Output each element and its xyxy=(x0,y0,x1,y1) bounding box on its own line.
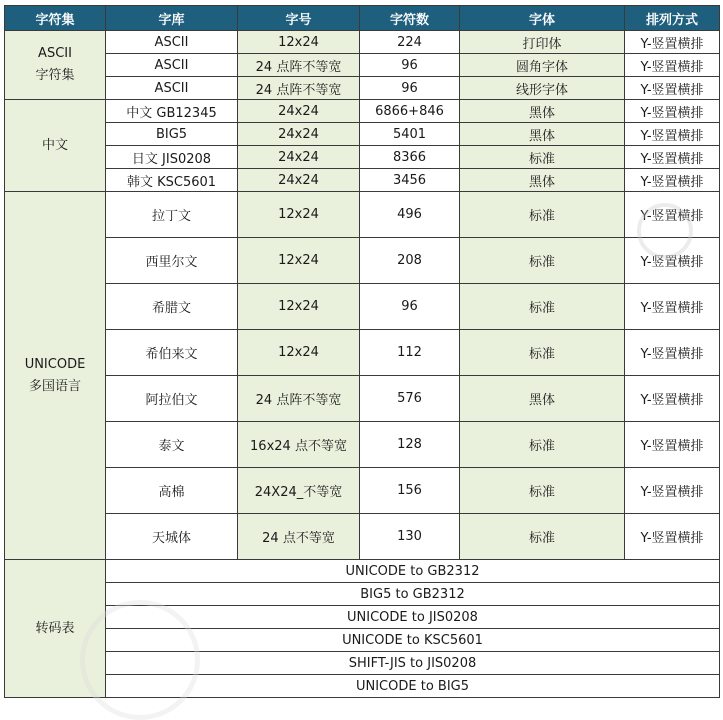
library-cell: BIG5 xyxy=(106,123,238,146)
library-cell: ASCII xyxy=(106,54,238,77)
table-row xyxy=(5,560,720,583)
size-cell: 24x24 xyxy=(238,169,360,192)
font-cell: 标准 xyxy=(460,238,625,284)
table-row xyxy=(5,606,720,629)
font-cell: 黑体 xyxy=(460,123,625,146)
table-row xyxy=(5,192,720,238)
library-cell: ASCII xyxy=(106,77,238,100)
layout-cell: Y-竖置横排 xyxy=(625,192,720,238)
layout-cell: Y-竖置横排 xyxy=(625,422,720,468)
size-cell: 24X24_不等宽 xyxy=(238,468,360,514)
font-cell: 黑体 xyxy=(460,376,625,422)
font-cell: 标准 xyxy=(460,422,625,468)
count-cell: 208 xyxy=(360,238,460,284)
count-cell: 156 xyxy=(360,468,460,514)
layout-cell: Y-竖置横排 xyxy=(625,238,720,284)
font-cell: 标准 xyxy=(460,330,625,376)
library-cell: 天城体 xyxy=(106,514,238,560)
size-cell: 24 点不等宽 xyxy=(238,514,360,560)
size-cell: 24 点阵不等宽 xyxy=(238,376,360,422)
library-cell: 日文 JIS0208 xyxy=(106,146,238,169)
header-library: 字库 xyxy=(106,6,238,31)
transcode-cell: UNICODE to GB2312 xyxy=(106,560,720,583)
count-cell: 5401 xyxy=(360,123,460,146)
header-charset: 字符集 xyxy=(5,6,106,31)
table-row xyxy=(5,169,720,192)
font-cell: 标准 xyxy=(460,192,625,238)
header-font: 字体 xyxy=(460,6,625,31)
layout-cell: Y-竖置横排 xyxy=(625,31,720,54)
layout-cell: Y-竖置横排 xyxy=(625,54,720,77)
font-cell: 标准 xyxy=(460,146,625,169)
header-row xyxy=(5,6,720,31)
transcode-cell: SHIFT-JIS to JIS0208 xyxy=(106,652,720,675)
font-cell: 标准 xyxy=(460,468,625,514)
layout-cell: Y-竖置横排 xyxy=(625,169,720,192)
group-chinese: 中文 xyxy=(5,100,106,192)
count-cell: 112 xyxy=(360,330,460,376)
group-transcode: 转码表 xyxy=(5,560,106,698)
table-row xyxy=(5,652,720,675)
size-cell: 24x24 xyxy=(238,123,360,146)
size-cell: 12x24 xyxy=(238,284,360,330)
header-count: 字符数 xyxy=(360,6,460,31)
table-row xyxy=(5,100,720,123)
count-cell: 224 xyxy=(360,31,460,54)
font-spec-table xyxy=(4,5,720,698)
count-cell: 496 xyxy=(360,192,460,238)
size-cell: 24 点阵不等宽 xyxy=(238,77,360,100)
table-row xyxy=(5,376,720,422)
layout-cell: Y-竖置横排 xyxy=(625,146,720,169)
size-cell: 12x24 xyxy=(238,330,360,376)
table-row xyxy=(5,31,720,54)
table-row xyxy=(5,422,720,468)
table-row xyxy=(5,514,720,560)
layout-cell: Y-竖置横排 xyxy=(625,376,720,422)
table-row xyxy=(5,675,720,698)
table-row xyxy=(5,54,720,77)
count-cell: 3456 xyxy=(360,169,460,192)
table-row xyxy=(5,583,720,606)
layout-cell: Y-竖置横排 xyxy=(625,77,720,100)
library-cell: 中文 GB12345 xyxy=(106,100,238,123)
count-cell: 128 xyxy=(360,422,460,468)
font-cell: 圆角字体 xyxy=(460,54,625,77)
library-cell: 希腊文 xyxy=(106,284,238,330)
size-cell: 12x24 xyxy=(238,192,360,238)
layout-cell: Y-竖置横排 xyxy=(625,468,720,514)
table-row xyxy=(5,123,720,146)
layout-cell: Y-竖置横排 xyxy=(625,284,720,330)
font-cell: 打印体 xyxy=(460,31,625,54)
transcode-cell: BIG5 to GB2312 xyxy=(106,583,720,606)
font-cell: 黑体 xyxy=(460,100,625,123)
count-cell: 96 xyxy=(360,54,460,77)
transcode-cell: UNICODE to JIS0208 xyxy=(106,606,720,629)
layout-cell: Y-竖置横排 xyxy=(625,330,720,376)
table-row xyxy=(5,629,720,652)
count-cell: 130 xyxy=(360,514,460,560)
table-row xyxy=(5,468,720,514)
size-cell: 12x24 xyxy=(238,238,360,284)
library-cell: 泰文 xyxy=(106,422,238,468)
count-cell: 8366 xyxy=(360,146,460,169)
library-cell: 希伯来文 xyxy=(106,330,238,376)
count-cell: 576 xyxy=(360,376,460,422)
font-cell: 标准 xyxy=(460,514,625,560)
layout-cell: Y-竖置横排 xyxy=(625,514,720,560)
font-cell: 黑体 xyxy=(460,169,625,192)
size-cell: 12x24 xyxy=(238,31,360,54)
group-ascii: ASCII 字符集 xyxy=(5,31,106,100)
count-cell: 96 xyxy=(360,284,460,330)
size-cell: 24x24 xyxy=(238,100,360,123)
layout-cell: Y-竖置横排 xyxy=(625,123,720,146)
layout-cell: Y-竖置横排 xyxy=(625,100,720,123)
transcode-cell: UNICODE to BIG5 xyxy=(106,675,720,698)
count-cell: 6866+846 xyxy=(360,100,460,123)
library-cell: 阿拉伯文 xyxy=(106,376,238,422)
table-body xyxy=(5,31,720,698)
size-cell: 24 点阵不等宽 xyxy=(238,54,360,77)
header-size: 字号 xyxy=(238,6,360,31)
font-cell: 线形字体 xyxy=(460,77,625,100)
group-unicode: UNICODE 多国语言 xyxy=(5,192,106,560)
library-cell: ASCII xyxy=(106,31,238,54)
size-cell: 16x24 点不等宽 xyxy=(238,422,360,468)
transcode-cell: UNICODE to KSC5601 xyxy=(106,629,720,652)
count-cell: 96 xyxy=(360,77,460,100)
library-cell: 高棉 xyxy=(106,468,238,514)
library-cell: 韩文 KSC5601 xyxy=(106,169,238,192)
size-cell: 24x24 xyxy=(238,146,360,169)
library-cell: 拉丁文 xyxy=(106,192,238,238)
font-cell: 标准 xyxy=(460,284,625,330)
table-row xyxy=(5,330,720,376)
header-layout: 排列方式 xyxy=(625,6,720,31)
table-row xyxy=(5,146,720,169)
table-row xyxy=(5,77,720,100)
library-cell: 西里尔文 xyxy=(106,238,238,284)
table-row xyxy=(5,238,720,284)
table-row xyxy=(5,284,720,330)
